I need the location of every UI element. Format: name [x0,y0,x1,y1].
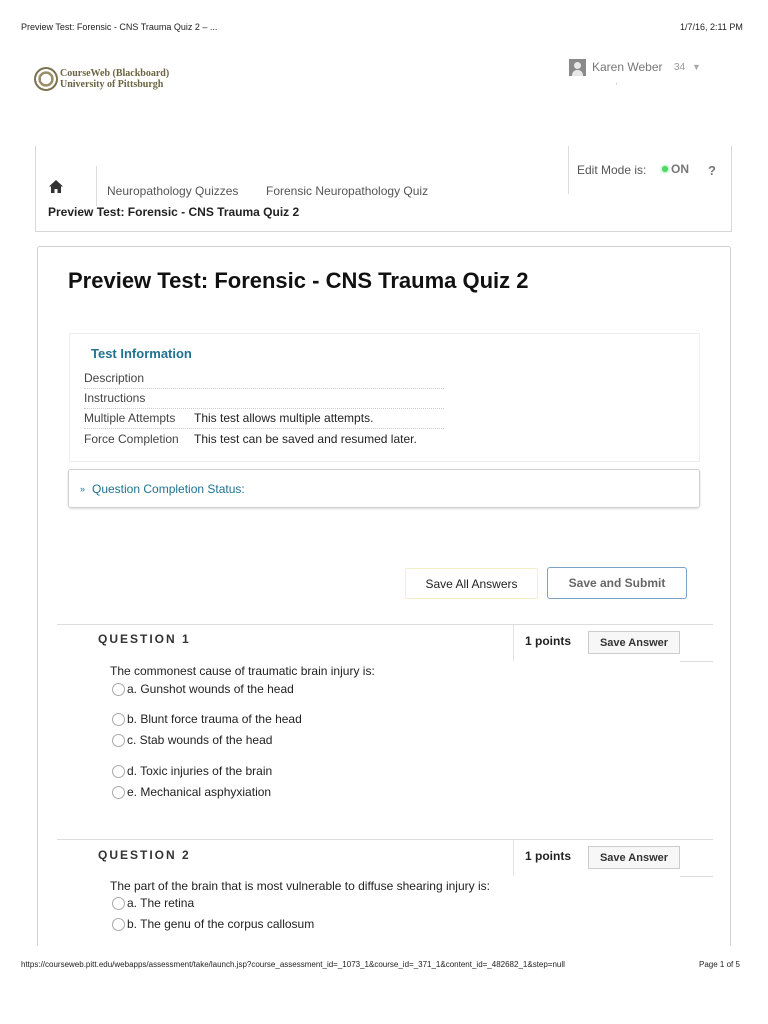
option-label: b. The genu of the corpus callosum [127,917,315,931]
question-1-save-answer-button[interactable]: Save Answer [588,631,680,654]
radio-button[interactable] [112,683,125,696]
info-label: Force Completion [84,432,179,446]
save-and-submit-button[interactable]: Save and Submit [547,567,687,599]
question-header-underline [680,876,713,877]
double-chevron-down-icon[interactable]: » [80,484,86,494]
info-label: Description [84,371,145,385]
logo-line-1: CourseWeb (Blackboard) [60,68,170,79]
question-2-save-answer-button[interactable]: Save Answer [588,846,680,869]
question-1-option-e[interactable] [112,784,271,800]
home-icon[interactable] [49,180,63,193]
caret-down-icon[interactable]: ▼ [692,62,701,72]
edit-mode-toggle[interactable]: ON [671,162,689,176]
print-footer-url: https://courseweb.pitt.edu/webapps/assessment/take/launch.jsp?course_assessment_id=_1073_1&course_id=_371_1&content_id=_482682_1&step=null [21,960,565,969]
info-value: This test allows multiple attempts. [194,411,374,425]
info-label: Multiple Attempts [84,411,176,425]
site-logo[interactable] [60,68,169,90]
question-1-text: The commonest cause of traumatic brain injury is: [110,664,375,678]
user-avatar-icon[interactable] [569,59,586,76]
print-header-title: Preview Test: Forensic - CNS Trauma Quiz 2 – ... [21,22,218,32]
info-row-instructions [84,388,444,409]
breadcrumb-current: Preview Test: Forensic - CNS Trauma Quiz 2 [48,205,300,219]
option-label: e. Mechanical asphyxiation [127,785,272,799]
breadcrumb-forensic-neuropathology-quiz[interactable]: Forensic Neuropathology Quiz [266,184,429,198]
points-divider [513,625,514,661]
edit-mode-divider [568,146,569,194]
question-2-text: The part of the brain that is most vulnerable to diffuse shearing injury is: [110,879,490,893]
logo-line-2: University of Pittsburgh [60,79,164,90]
question-2-option-b[interactable] [112,916,314,932]
radio-button[interactable] [112,918,125,931]
option-label: b. Blunt force trauma of the head [127,712,302,726]
university-seal-icon[interactable] [34,67,58,91]
question-divider [57,839,713,840]
info-row-description [84,368,444,389]
edit-mode-label: Edit Mode is: [577,163,647,177]
page-title: Preview Test: Forensic - CNS Trauma Quiz 2 [68,268,529,293]
question-1-option-c[interactable] [112,732,272,748]
radio-button[interactable] [112,765,125,778]
question-1-option-b[interactable] [112,711,302,727]
question-1-title: QUESTION 1 [98,632,191,646]
radio-button[interactable] [112,713,125,726]
radio-button[interactable] [112,786,125,799]
edit-mode-status-dot-icon[interactable] [662,166,668,172]
info-row-multiple-attempts [84,408,444,429]
print-header-datetime: 1/7/16, 2:11 PM [680,22,743,32]
radio-button[interactable] [112,734,125,747]
question-1-option-a[interactable] [112,681,294,697]
question-header-underline [680,661,713,662]
info-value: This test can be saved and resumed later. [194,432,417,446]
print-footer-page: Page 1 of 5 [699,960,740,969]
radio-button[interactable] [112,897,125,910]
points-divider [513,840,514,876]
info-row-force-completion [84,429,444,449]
question-divider [57,624,713,625]
user-name[interactable]: Karen Weber [592,60,663,74]
question-2-option-a[interactable] [112,895,194,911]
breadcrumb-neuropathology-quizzes[interactable]: Neuropathology Quizzes [107,184,239,198]
notification-count[interactable]: 34 [674,62,686,73]
question-completion-status-toggle[interactable]: Question Completion Status: [92,482,245,496]
option-label: d. Toxic injuries of the brain [127,764,273,778]
option-label: a. The retina [127,896,195,910]
info-label: Instructions [84,391,146,405]
question-1-option-d[interactable] [112,763,272,779]
option-label: c. Stab wounds of the head [127,733,273,747]
option-label: a. Gunshot wounds of the head [127,682,294,696]
question-2-title: QUESTION 2 [98,848,191,862]
question-2-points: 1 points [525,849,572,863]
user-subtext-icon: ˏ [615,76,618,85]
question-1-points: 1 points [525,634,572,648]
breadcrumb-divider [96,166,97,206]
test-information-title: Test Information [91,346,192,361]
help-icon[interactable]: ? [708,163,716,178]
save-all-answers-button[interactable]: Save All Answers [405,568,538,599]
